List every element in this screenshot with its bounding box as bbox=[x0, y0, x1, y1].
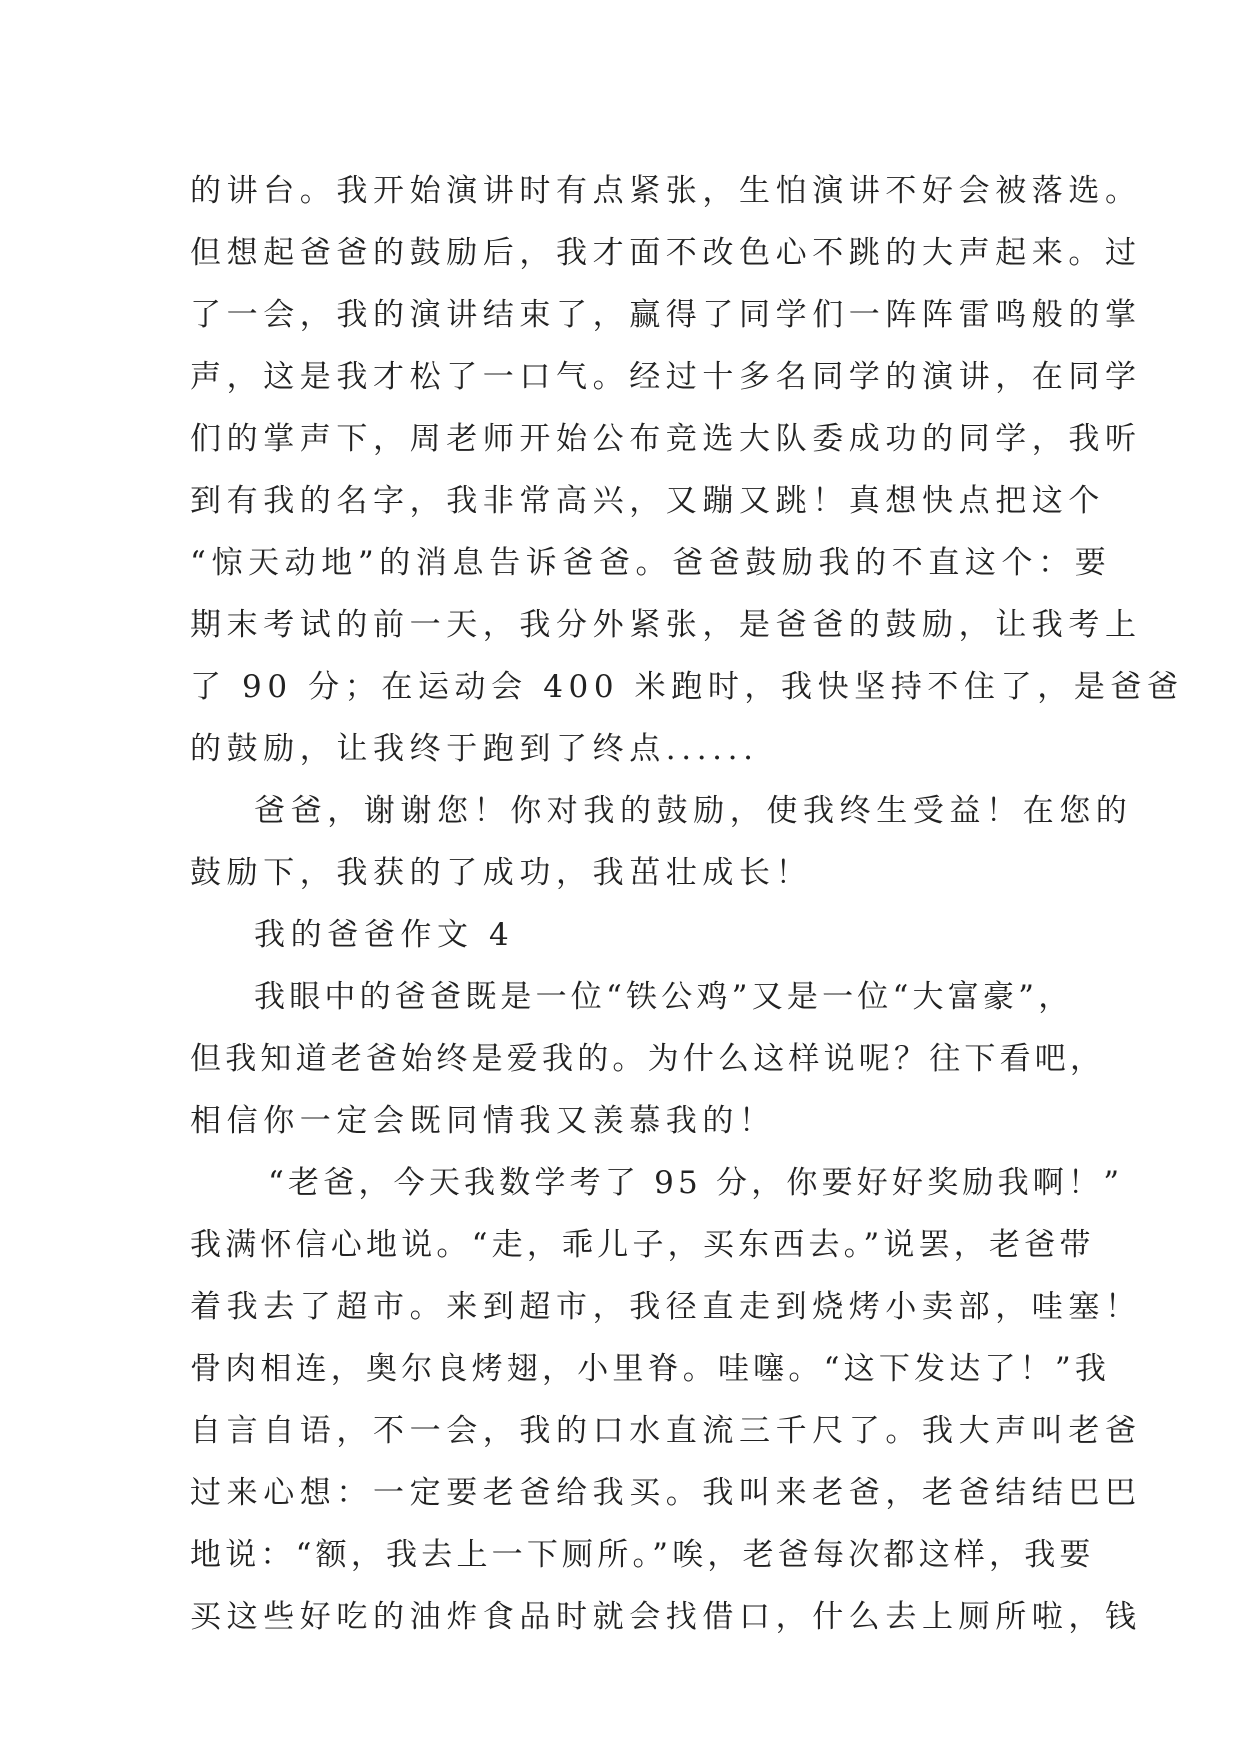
text-line: 的讲台。我开始演讲时有点紧张，生怕演讲不好会被落选。 bbox=[190, 173, 1142, 209]
text-line: 们的掌声下，周老师开始公布竞选大队委成功的同学，我听 bbox=[190, 421, 1142, 457]
text-line: 了 90 分；在运动会 400 米跑时，我快坚持不住了，是爸爸 bbox=[190, 669, 1184, 705]
text-line: 相信你一定会既同情我又羡慕我的！ bbox=[190, 1103, 776, 1139]
text-line: “惊天动地”的消息告诉爸爸。爸爸鼓励我的不直这个：要 bbox=[190, 545, 1112, 581]
text-line: 骨肉相连，奥尔良烤翅，小里脊。哇噻。“这下发达了！”我 bbox=[190, 1351, 1111, 1387]
section-heading: 我的爸爸作文 4 bbox=[254, 917, 515, 953]
text-line: 地说：“额，我去上一下厕所。”唉，老爸每次都这样，我要 bbox=[190, 1537, 1095, 1573]
text-line: 了一会，我的演讲结束了，赢得了同学们一阵阵雷鸣般的掌 bbox=[190, 297, 1142, 333]
text-line: 我满怀信心地说。“走，乖儿子，买东西去。”说罢，老爸带 bbox=[190, 1227, 1095, 1263]
text-line: 鼓励下，我获的了成功，我茁壮成长！ bbox=[190, 855, 813, 891]
text-line: 到有我的名字，我非常高兴，又蹦又跳！真想快点把这个 bbox=[190, 483, 1105, 519]
text-line: 过来心想：一定要老爸给我买。我叫来老爸，老爸结结巴巴 bbox=[190, 1475, 1142, 1511]
text-line: 但想起爸爸的鼓励后，我才面不改色心不跳的大声起来。过 bbox=[190, 235, 1142, 271]
paragraph-start-line: “老爸，今天我数学考了 95 分，你要好好奖励我啊！” bbox=[268, 1165, 1124, 1201]
text-line: 自言自语，不一会，我的口水直流三千尺了。我大声叫老爸 bbox=[190, 1413, 1142, 1449]
paragraph-start-line: 爸爸，谢谢您！你对我的鼓励，使我终生受益！在您的 bbox=[254, 793, 1133, 829]
essay-body bbox=[190, 160, 1184, 1648]
text-line: 着我去了超市。来到超市，我径直走到烧烤小卖部，哇塞！ bbox=[190, 1289, 1142, 1325]
text-line: 的鼓励，让我终于跑到了终点...... bbox=[190, 731, 759, 767]
text-line: 声，这是我才松了一口气。经过十多名同学的演讲，在同学 bbox=[190, 359, 1142, 395]
text-line: 但我知道老爸始终是爱我的。为什么这样说呢？往下看吧， bbox=[190, 1041, 1106, 1077]
text-line: 买这些好吃的油炸食品时就会找借口，什么去上厕所啦，钱 bbox=[190, 1599, 1142, 1635]
paragraph-start-line: 我眼中的爸爸既是一位“铁公鸡”又是一位“大富豪”， bbox=[254, 979, 1074, 1015]
text-line: 期末考试的前一天，我分外紧张，是爸爸的鼓励，让我考上 bbox=[190, 607, 1142, 643]
